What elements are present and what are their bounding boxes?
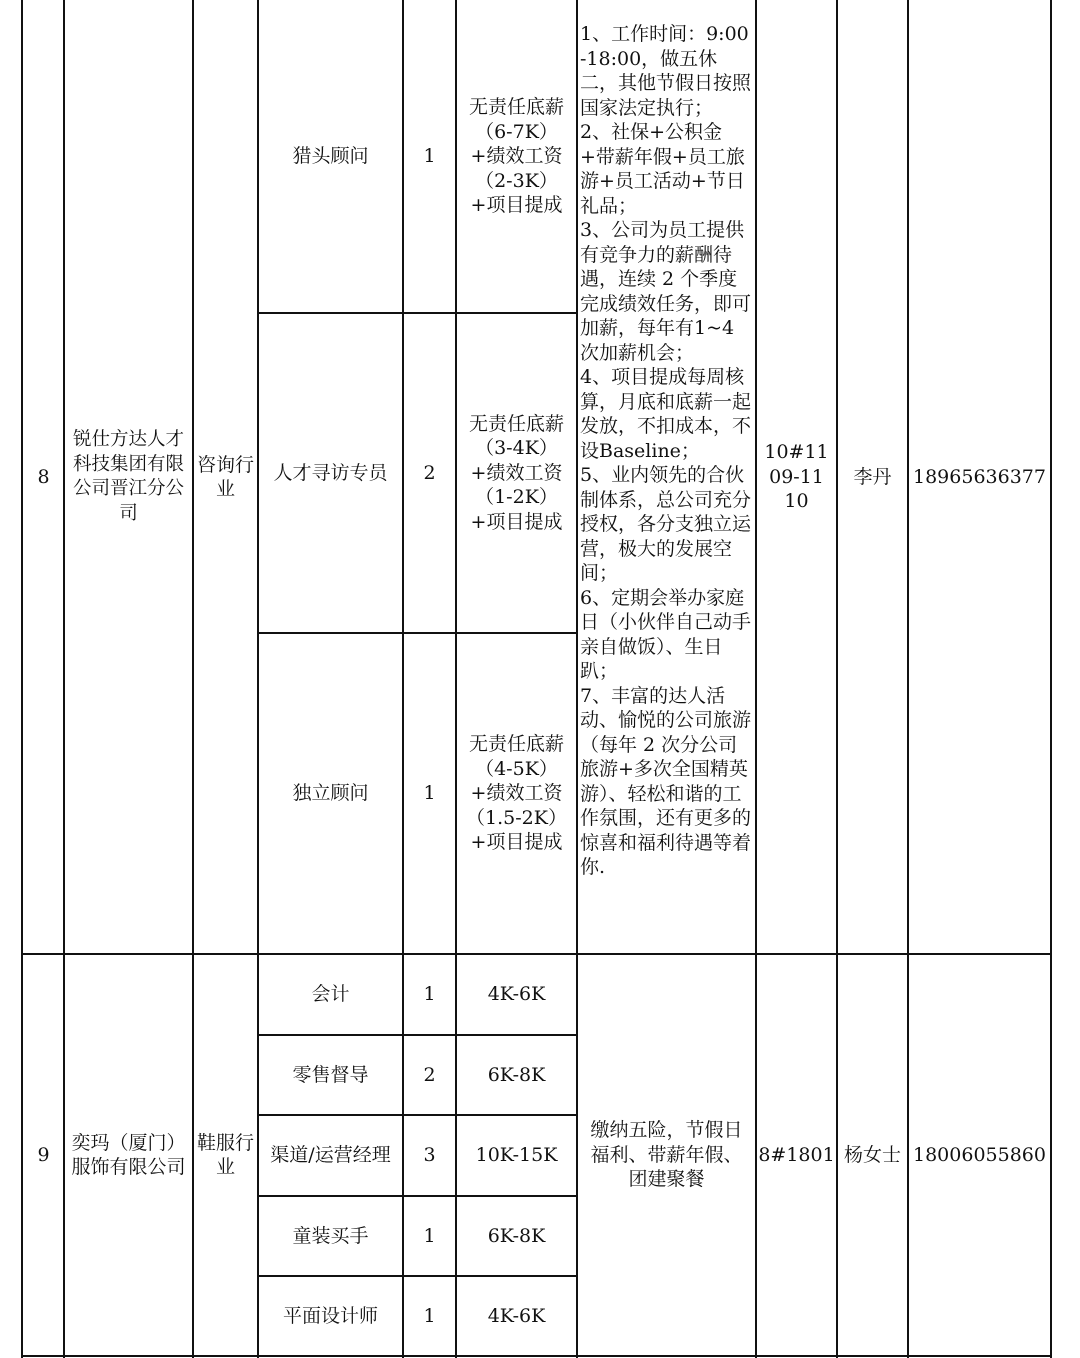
row-9-job-3-title: 渠道/运营经理 — [270, 1144, 391, 1167]
column-divider — [257, 0, 259, 1358]
row-9-job-5-count: 1 — [423, 1304, 436, 1327]
row-8-benefits-text: 1、工作时间：9:00-18:00，做五休二，其他节假日按照国家法定执行； 2、社保+公积金+带薪年假+员工旅游+员工活动+节日礼品； 3、公司为员工提供有竞争力的薪酬待遇，连续 2 个季度完成绩效任务，即可加薪，每年有1~4 次加薪机会； 4、项目提成每周核算，月底和底薪一起发放，不扣成本，不设Baseline； 5、业内领先的合伙制体系，总公司充分授权，各分支独立运营，极大的发展空间； 6、定期会举办家庭日（小伙伴自己动手亲自做饭）、生日趴； 7、丰富的达人活动、愉悦的公司旅游（每年 2 次分公司旅游+多次全国精英游）、轻松和谐的工作氛围，还有更多的惊喜和福利待遇等着你. — [580, 23, 752, 878]
row-9-industry: 鞋服行业 — [196, 1131, 254, 1178]
row-divider — [258, 1034, 577, 1036]
row-9-job-5-salary: 4K-6K — [487, 1304, 546, 1327]
row-8-number: 8 — [37, 465, 50, 488]
row-9-job-1-count: 1 — [423, 983, 436, 1006]
column-divider — [836, 0, 838, 1358]
row-8-contact: 李丹 — [853, 465, 892, 488]
row-8-job-1-salary: 无责任底薪（6-7K）+绩效工资（2-3K）+项目提成 — [468, 96, 564, 217]
table-border-left — [21, 0, 23, 1358]
row-9-number: 9 — [37, 1143, 50, 1166]
row-8-job-3-salary: 无责任底薪（4-5K）+绩效工资（1.5-2K）+项目提成 — [466, 733, 567, 854]
column-divider — [455, 0, 457, 1358]
table-border-bottom — [21, 1355, 1052, 1357]
row-9-job-1-title: 会计 — [311, 983, 350, 1006]
row-divider — [258, 1114, 577, 1116]
row-divider — [258, 632, 577, 634]
row-8-phone: 18965636377 — [913, 465, 1046, 488]
row-8-company: 锐仕方达人才科技集团有限公司晋江分公司 — [72, 429, 184, 524]
row-9-booth: 8#1801 — [758, 1143, 835, 1166]
column-divider — [755, 0, 757, 1358]
row-8-job-2-count: 2 — [423, 461, 436, 484]
row-8-job-1-title: 猎头顾问 — [292, 145, 369, 168]
row-8-job-2-salary: 无责任底薪（3-4K）+绩效工资（1-2K）+项目提成 — [468, 412, 564, 533]
row-divider — [258, 1195, 577, 1197]
row-9-job-3-salary: 10K-15K — [475, 1144, 558, 1167]
row-8-job-3-title: 独立顾问 — [292, 782, 369, 805]
row-9-job-4-salary: 6K-8K — [487, 1224, 546, 1247]
row-8-industry: 咨询行业 — [196, 453, 254, 500]
column-divider — [192, 0, 194, 1358]
row-8-job-2-title: 人才寻访专员 — [273, 461, 388, 484]
row-divider — [21, 953, 1052, 955]
row-9-contact: 杨女士 — [843, 1143, 901, 1166]
row-9-job-1-salary: 4K-6K — [487, 983, 546, 1006]
column-divider — [576, 0, 578, 1358]
row-9-job-5-title: 平面设计师 — [282, 1304, 378, 1327]
row-8-job-1-count: 1 — [423, 145, 436, 168]
row-9-job-4-count: 1 — [423, 1224, 436, 1247]
row-8-booth: 10#1109-1110 — [764, 441, 829, 513]
row-9-job-2-count: 2 — [423, 1063, 436, 1086]
row-divider — [258, 312, 577, 314]
column-divider — [402, 0, 404, 1358]
row-9-job-3-count: 3 — [423, 1144, 436, 1167]
table-border-right — [1050, 0, 1052, 1358]
row-9-phone: 18006055860 — [913, 1143, 1046, 1166]
row-9-job-4-title: 童装买手 — [292, 1224, 369, 1247]
row-8-job-3-count: 1 — [423, 782, 436, 805]
column-divider — [63, 0, 65, 1358]
row-9-job-2-salary: 6K-8K — [487, 1063, 546, 1086]
row-divider — [258, 1275, 577, 1277]
row-9-job-2-title: 零售督导 — [292, 1063, 369, 1086]
column-divider — [907, 0, 909, 1358]
row-9-company: 奕玛（厦门）服饰有限公司 — [71, 1131, 186, 1178]
row-8-benefits — [577, 22, 756, 954]
row-9-benefits: 缴纳五险，节假日福利、带薪年假、团建聚餐 — [590, 1119, 743, 1191]
